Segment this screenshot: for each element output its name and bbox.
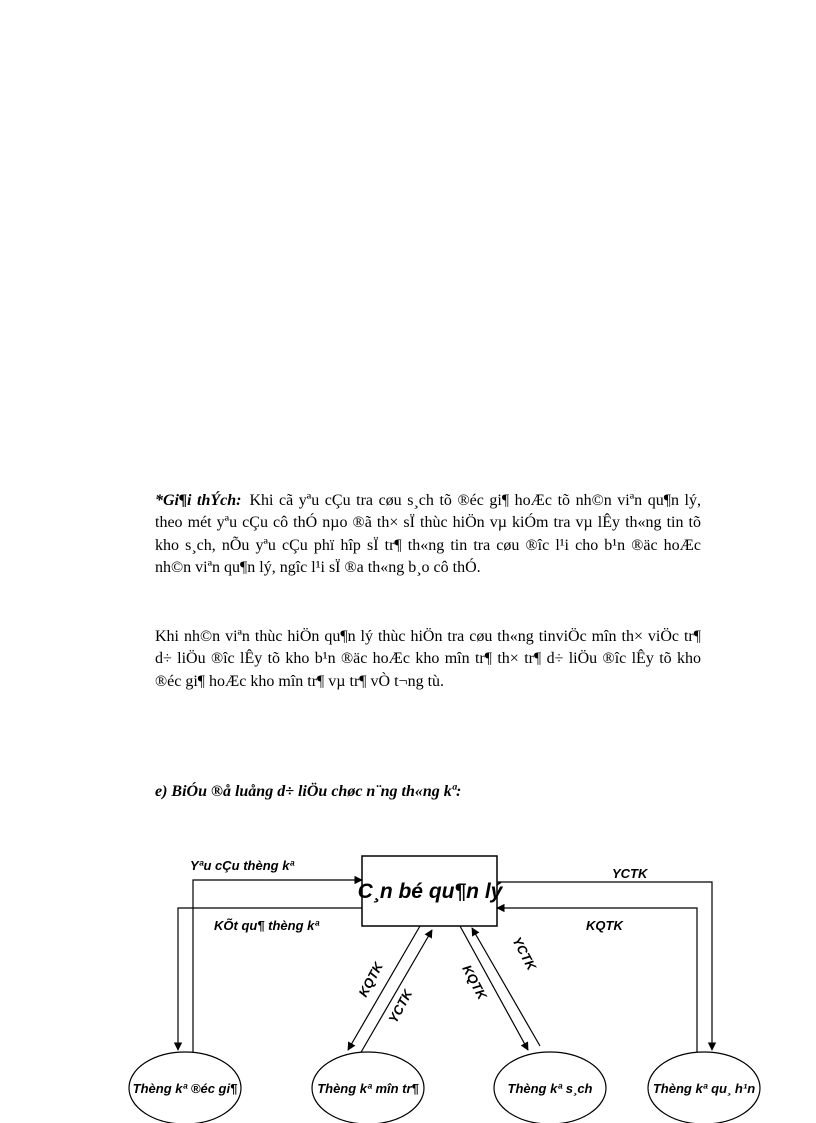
node-book-stats-label: Thèng kª s¸ch bbox=[507, 1081, 593, 1096]
mid-left-request-label: YCTK bbox=[385, 987, 416, 1026]
section-heading: e) BiÓu ®å luång d÷ liÖu chøc n¨ng th«ng kª: bbox=[155, 783, 462, 800]
explanation-lead: *Gi¶i thÝch: bbox=[155, 492, 242, 509]
right-result-label: KQTK bbox=[586, 918, 623, 933]
explanation-paragraph-2: Khi nh©n viªn thùc hiÖn qu¶n lý thùc hiÖn tra cøu th«ng tinviÖc mîn th× viÖc tr¶ d÷ liÖu ®îc lÊy tõ kho b¹n ®äc hoÆc kho mîn tr¶ th× tr¶ d÷ liÖu ®îc lÊy tõ kho ®éc gi¶ hoÆc kho mîn tr¶ vµ tr¶ vÒ t¬ng tù. bbox=[155, 628, 701, 690]
mid-right-request-label: YCTK bbox=[509, 934, 540, 973]
explanation-text-1: Khi cã yªu cÇu tra cøu s¸ch tõ ®éc gi¶ hoÆc tõ nh©n viªn qu¶n lý, theo mét yªu cÇu cô thÓ nµo ®ã th× sÏ thùc hiÖn vµ kiÓm tra vµ lÊy th«ng tin tõ kho s¸ch, nÕu yªu cÇu phï hîp sÏ tr¶ th«ng tin tra cøu ®îc l¹i cho b¹n ®äc hoÆc nh©n viªn qu¶n lý, ngîc l¹i sÏ ®a th«ng b¸o cô thÓ. bbox=[155, 492, 702, 577]
right-request-label: YCTK bbox=[612, 866, 648, 881]
data-flow-diagram bbox=[0, 840, 816, 1123]
mid-left-result-label: KQTK bbox=[355, 959, 386, 1000]
left-result-label: KÕt qu¶ thèng kª bbox=[214, 918, 320, 933]
node-reader-stats-label: Thèng kª ®éc gi¶ bbox=[132, 1081, 238, 1096]
mid-right-result-label: KQTK bbox=[459, 962, 490, 1002]
center-box-label: C¸n bé qu¶n lý bbox=[357, 880, 503, 903]
left-request-arrow bbox=[193, 880, 362, 1058]
left-request-label: Yªu cÇu thèng kª bbox=[190, 858, 295, 873]
node-overdue-stats-label: Thèng kª qu¸ h¹n bbox=[652, 1081, 756, 1096]
explanation-paragraph-1 bbox=[155, 490, 701, 580]
node-borrow-stats-label: Thèng kª mîn tr¶ bbox=[317, 1081, 419, 1096]
